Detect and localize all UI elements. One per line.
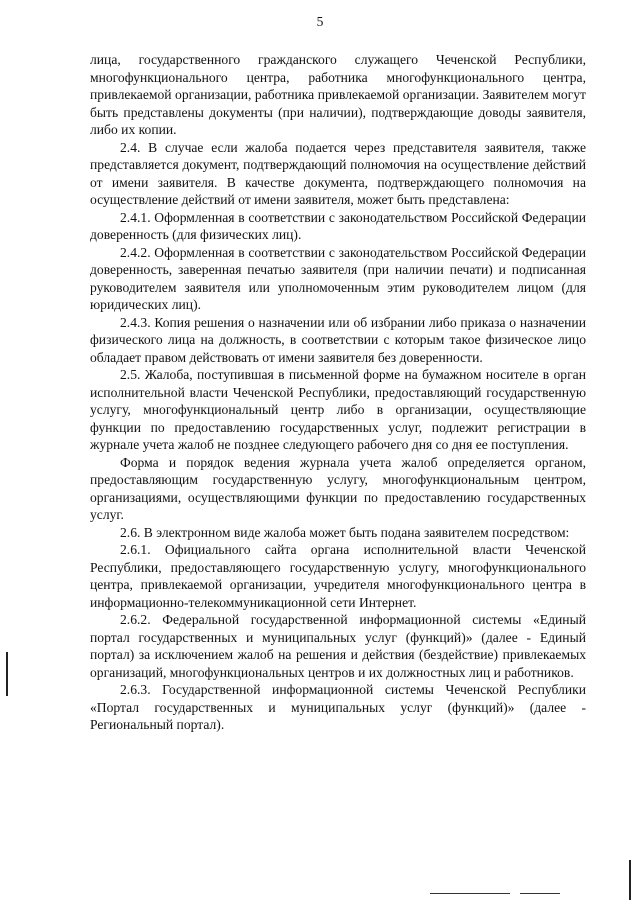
paragraph-2-4-1: 2.4.1. Оформленная в соответствии с законодательством Российской Федерации доверенность (для физических лиц). [90, 209, 586, 242]
scan-margin-mark-right [629, 860, 631, 900]
paragraph-journal-form: Форма и порядок ведения журнала учета жалоб определяется органом, предоставляющим государственную услугу, многофункциональным центром, организациями, осуществляющими функции по предоставлению государственных услуг. [90, 454, 586, 522]
paragraph-2-4-3: 2.4.3. Копия решения о назначении или об избрании либо приказа о назначении физического лица на должность, в соответствии с которым такое физическое лицо обладает правом действовать от имени заявителя без доверенности. [90, 314, 586, 365]
scan-margin-mark-left [6, 652, 8, 696]
paragraph-2-4-2: 2.4.2. Оформленная в соответствии с законодательством Российской Федерации доверенность, заверенная печатью заявителя (при наличии печати) и подписанная руководителем заявителя или уполномоченным этим руководителем лицом (для юридических лиц). [90, 244, 586, 312]
paragraph-2-6: 2.6. В электронном виде жалоба может быть подана заявителем посредством: [120, 524, 570, 540]
document-body [90, 51, 586, 734]
paragraph-2-6-1: 2.6.1. Официального сайта органа исполнительной власти Чеченской Республики, предоставляющего государственную услугу, многофункционального центра, привлекаемой организации, учредителя многофункционального центра в информационно-телекоммуникационной сети Интернет. [90, 542, 586, 610]
footer-rule [430, 893, 510, 894]
page-number: 5 [316, 14, 324, 29]
paragraph-continuation: лица, государственного гражданского служащего Чеченской Республики, многофункционального центра, работника многофункционального центра, привлекаемой организации, работника привлекаемой организации. Заявителем могут быть представлены документы (при наличии), подтверждающие доводы заявителя, либо их копии. [90, 52, 586, 137]
paragraph-2-4: 2.4. В случае если жалоба подается через представителя заявителя, также представляется документ, подтверждающий полномочия на осуществление действий от имени заявителя. В качестве документа, подтверждающего полномочия на осуществление действий от имени заявителя, может быть представлена: [90, 139, 586, 207]
paragraph-2-6-2: 2.6.2. Федеральной государственной информационной системы «Единый портал государственных и муниципальных услуг (функций)» (далее - Единый портал) за исключением жалоб на решения и действия (бездействие) привлекаемых организаций, многофункциональных центров и их должностных лиц и работников. [90, 612, 586, 680]
paragraph-2-5: 2.5. Жалоба, поступившая в письменной форме на бумажном носителе в орган исполнительной власти Чеченской Республики, предоставляющий государственную услугу, многофункциональный центр либо в организации, осуществляющие функции по предоставлению государственных услуг, подлежит регистрации в журнале учета жалоб не позднее следующего рабочего дня со дня ее поступления. [90, 367, 586, 452]
footer-rule-short [520, 893, 560, 894]
paragraph-2-6-3: 2.6.3. Государственной информационной системы Чеченской Республики «Портал государственных и муниципальных услуг (функций)» (далее - Региональный портал). [90, 682, 586, 732]
